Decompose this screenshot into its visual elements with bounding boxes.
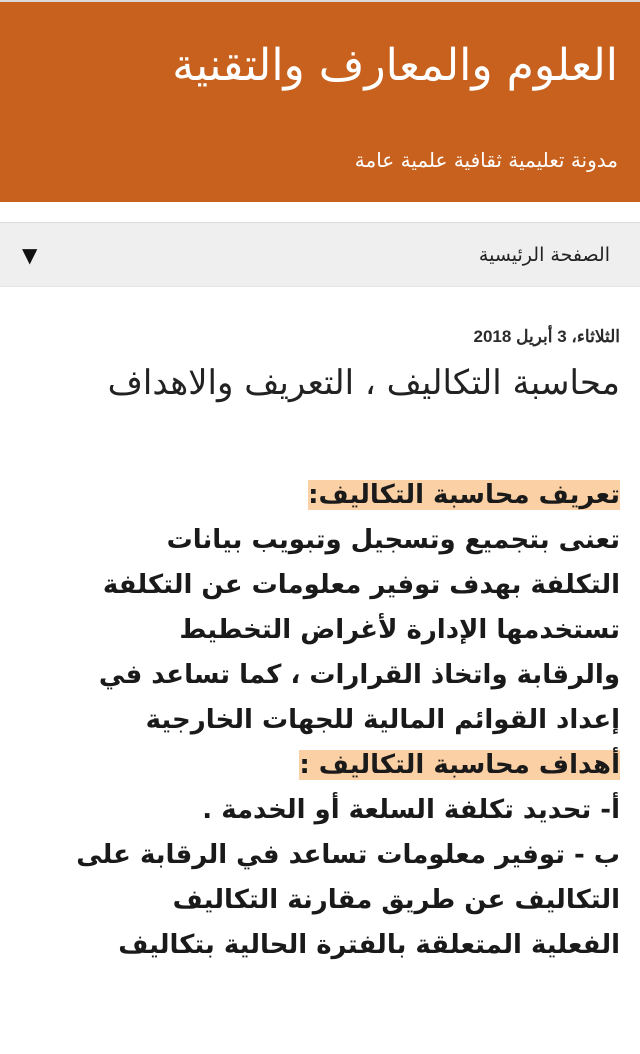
home-page-link[interactable]: الصفحة الرئيسية [478,243,610,266]
goals-heading: أهداف محاسبة التكاليف : [299,750,620,780]
definition-line: تعنى بتجميع وتسجيل وتبويب بيانات [166,525,620,555]
dropdown-arrow-icon[interactable]: ▼ [22,242,38,267]
definition-line: والرقابة واتخاذ القرارات ، كما تساعد في [98,660,620,690]
goal-line: الفعلية المتعلقة بالفترة الحالية بتكاليف [118,930,620,960]
definition-line: التكلفة بهدف توفير معلومات عن التكلفة [102,570,620,600]
blog-header [0,0,640,202]
goal-line: التكاليف عن طريق مقارنة التكاليف [172,885,620,915]
navigation-bar[interactable] [0,222,640,287]
definition-line: إعداد القوائم المالية للجهات الخارجية [145,705,620,735]
post-body [18,473,620,968]
post-container [0,287,640,968]
post-title[interactable]: محاسبة التكاليف ، التعريف والاهداف [107,363,620,403]
blog-title[interactable]: العلوم والمعارف والتقنية [172,40,618,91]
blog-subtitle: مدونة تعليمية ثقافية علمية عامة [354,148,618,172]
goal-line: أ- تحديد تكلفة السلعة أو الخدمة . [202,795,620,825]
definition-heading: تعريف محاسبة التكاليف: [308,480,620,510]
header-gap [0,202,640,222]
post-date: الثلاثاء، 3 أبريل 2018 [473,327,620,346]
goal-line: ب - توفير معلومات تساعد في الرقابة على [76,840,620,870]
definition-line: تستخدمها الإدارة لأغراض التخطيط [179,615,620,645]
